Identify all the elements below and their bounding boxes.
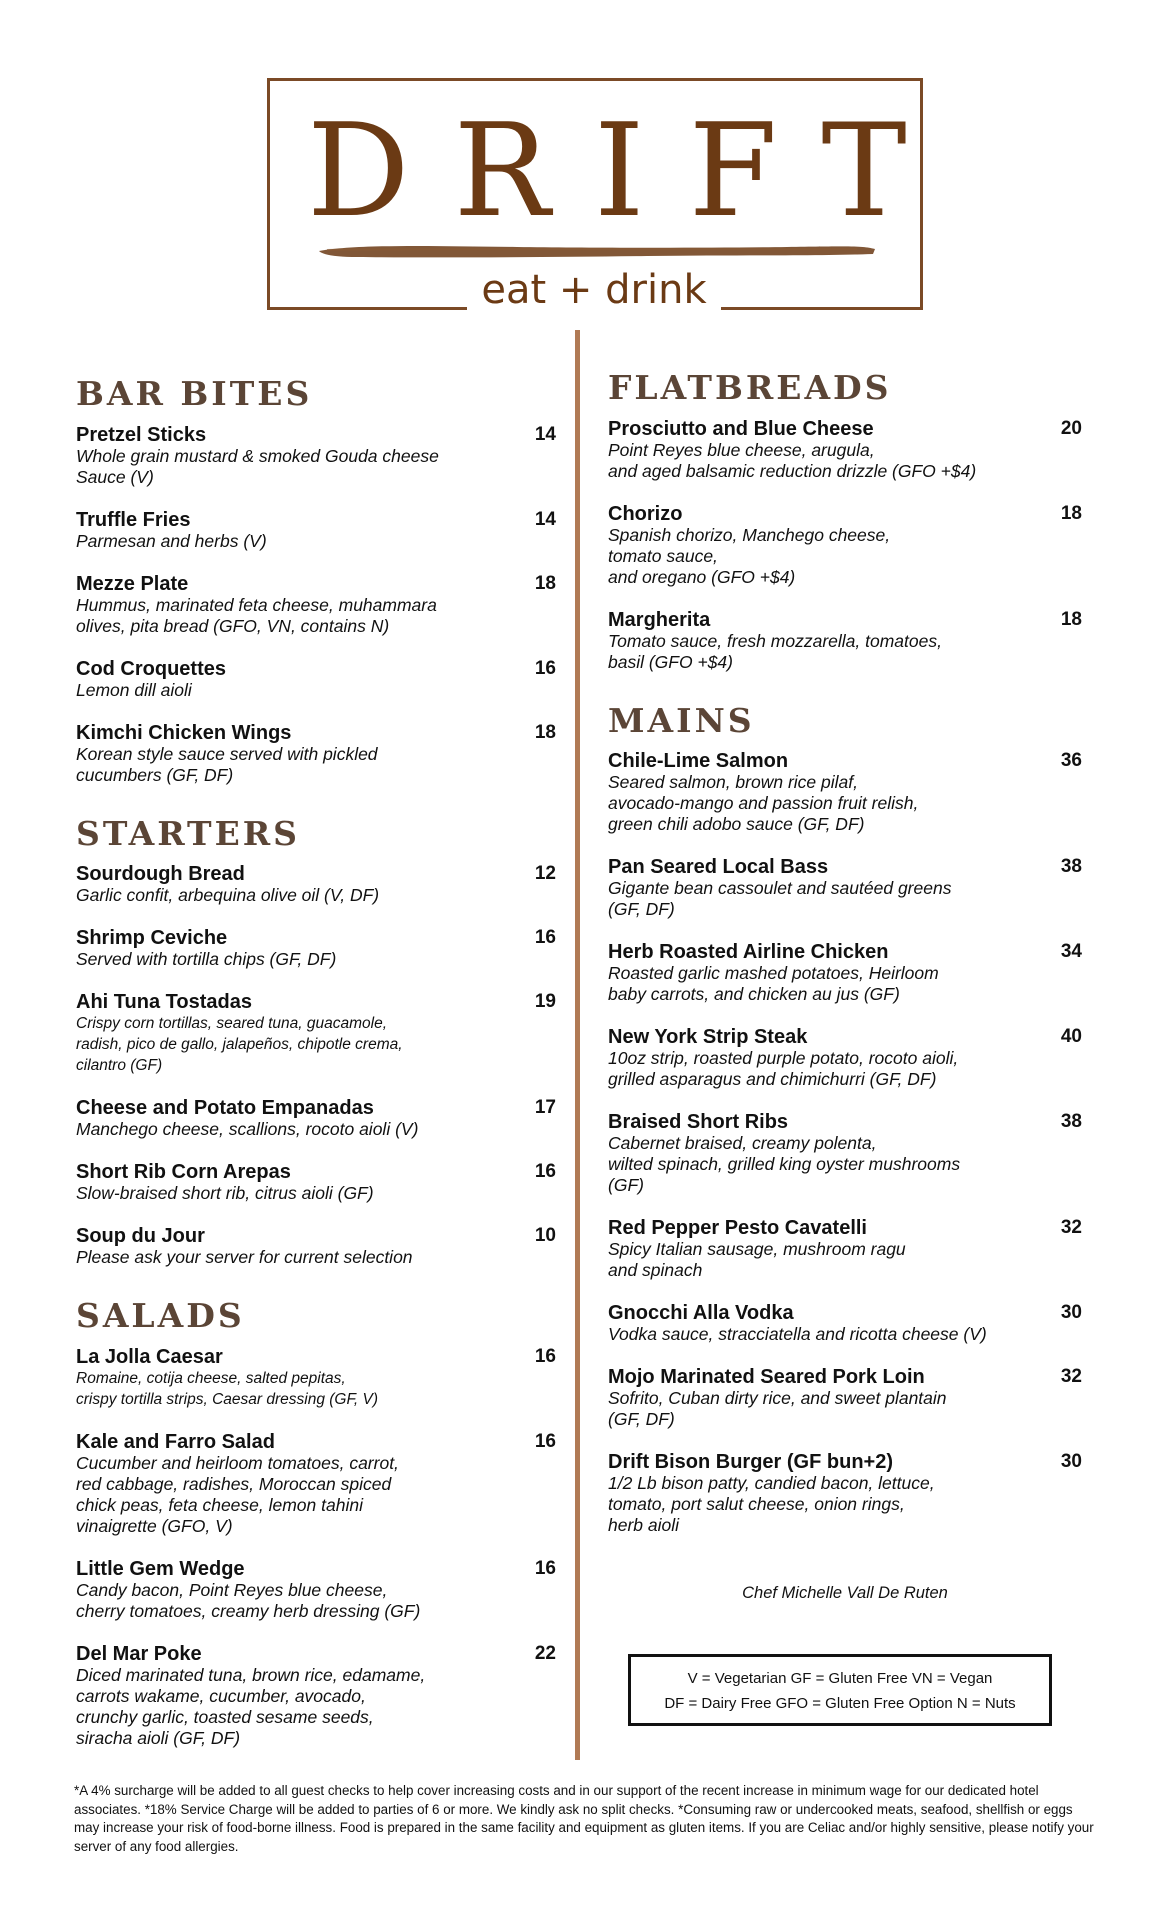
logo-tagline [267, 267, 921, 316]
menu-item [76, 424, 556, 488]
footnote: *A 4% surcharge will be added to all guest checks to help cover increasing costs and in our support of the recent increase in minimum wage for our dedicated hotel associates. *18% Service Charge will be added to parties of 6 or more. We kindly ask no split checks. *Consuming raw or undercooked meats, seafood, shellfish or eggs may increase your risk of food-borne illness. Food is prepared in the same facility and equipment as gluten items. If you are Celiac and/or highly sensitive, please notify your server of any food allergies. [74, 1783, 1094, 1854]
item-description: 10oz strip, roasted purple potato, rocoto aioli, grilled asparagus and chimichurri (GF, DF) [608, 1048, 959, 1090]
item-name: Cheese and Potato Empanadas [76, 1097, 374, 1120]
item-name: Margherita [608, 608, 711, 631]
item-name: New York Strip Steak [608, 1026, 808, 1049]
item-description: Diced marinated tuna, brown rice, edamame, carrots wakame, cucumber, avocado, crunchy garlic, toasted sesame seeds, siracha aioli (GF, DF) [76, 1664, 426, 1748]
menu-item [76, 658, 556, 701]
menu-item [76, 1558, 556, 1622]
item-description: Korean style sauce served with pickled cucumbers (GF, DF) [76, 743, 378, 785]
menu-item [76, 863, 556, 906]
brush-stroke-graphic [317, 242, 877, 260]
menu-item [76, 722, 556, 786]
legend-line: V = Vegetarian GF = Gluten Free VN = Vegan [687, 1670, 993, 1687]
item-name: Del Mar Poke [76, 1642, 202, 1665]
item-description: Parmesan and herbs (V) [76, 530, 267, 551]
item-name: Kimchi Chicken Wings [76, 721, 292, 744]
item-name: Mojo Marinated Seared Pork Loin [608, 1366, 925, 1389]
item-name: Kale and Farro Salad [76, 1430, 275, 1453]
item-name: Prosciutto and Blue Cheese [608, 417, 874, 440]
menu-item [76, 991, 556, 1076]
item-description: Manchego cheese, scallions, rocoto aioli (V) [76, 1119, 419, 1140]
menu-item [76, 1097, 556, 1140]
item-name: Ahi Tuna Tostadas [76, 991, 252, 1014]
item-price: 19 [534, 991, 556, 1013]
item-name: Soup du Jour [76, 1225, 205, 1248]
item-price: 18 [1060, 502, 1082, 524]
menu-item [76, 573, 556, 637]
item-name: Little Gem Wedge [76, 1557, 245, 1580]
item-name: Pan Seared Local Bass [608, 856, 829, 879]
item-description: Hummus, marinated feta cheese, muhammara olives, pita bread (GFO, VN, contains N) [76, 594, 437, 636]
menu-item [608, 1026, 1082, 1090]
column-divider [575, 330, 580, 1760]
menu-item [608, 1302, 1082, 1345]
section-title: FLATBREADS [608, 368, 892, 407]
section-title: STARTERS [76, 813, 300, 853]
item-name: Pretzel Sticks [76, 423, 207, 446]
item-description: Whole grain mustard & smoked Gouda cheese Sauce (V) [76, 445, 439, 487]
item-name: Herb Roasted Airline Chicken [608, 941, 889, 964]
item-price: 14 [534, 423, 556, 445]
item-description: Point Reyes blue cheese, arugula, and aged balsamic reduction drizzle (GFO +$4) [608, 439, 977, 481]
item-description: Spanish chorizo, Manchego cheese, tomato sauce, and oregano (GFO +$4) [608, 524, 891, 587]
menu-item [608, 503, 1082, 588]
menu-item [608, 1111, 1082, 1196]
chef-credit: Chef Michelle Vall De Ruten [742, 1584, 948, 1602]
item-name: Shrimp Ceviche [76, 927, 228, 950]
item-description: Tomato sauce, fresh mozzarella, tomatoes, basil (GFO +$4) [608, 630, 942, 672]
item-description: Cucumber and heirloom tomatoes, carrot, red cabbage, radishes, Moroccan spiced chick peas, feta cheese, lemon tahini vinaigrette (GFO, V) [76, 1452, 399, 1536]
item-price: 17 [534, 1097, 556, 1119]
item-price: 32 [1060, 1217, 1082, 1239]
restaurant-logo [267, 78, 951, 313]
item-price: 12 [534, 863, 556, 885]
item-price: 16 [534, 1161, 556, 1183]
item-price: 30 [1060, 1302, 1082, 1324]
item-price: 34 [1060, 941, 1082, 963]
item-price: 18 [534, 572, 556, 594]
item-price: 38 [1060, 1111, 1082, 1133]
menu-section [76, 1296, 556, 1749]
menu-section [76, 374, 556, 786]
item-description: 1/2 Lb bison patty, candied bacon, lettuce, tomato, port salut cheese, onion rings, herb aioli [608, 1473, 935, 1536]
menu-item [608, 1366, 1082, 1430]
item-price: 16 [534, 657, 556, 679]
item-name: Gnocchi Alla Vodka [608, 1302, 794, 1325]
menu-item [76, 927, 556, 970]
menu-item [608, 941, 1082, 1005]
item-name: Sourdough Bread [76, 863, 245, 886]
section-title: BAR BITES [76, 374, 313, 413]
item-name: Cod Croquettes [76, 657, 226, 680]
item-name: Chile-Lime Salmon [608, 750, 789, 773]
item-price: 20 [1060, 417, 1082, 439]
menu-item [608, 750, 1082, 835]
item-price: 18 [534, 721, 556, 743]
item-name: Truffle Fries [76, 508, 191, 531]
item-description: Candy bacon, Point Reyes blue cheese, cherry tomatoes, creamy herb dressing (GF) [76, 1579, 421, 1621]
item-description: Vodka sauce, stracciatella and ricotta cheese (V) [608, 1324, 987, 1345]
item-description: Slow-braised short rib, citrus aioli (GF) [76, 1183, 374, 1204]
menu-section [76, 814, 556, 1269]
item-price: 10 [534, 1225, 556, 1247]
section-title: SALADS [76, 1296, 245, 1336]
item-name: Short Rib Corn Arepas [76, 1161, 291, 1184]
right-column [608, 368, 1082, 1557]
menu-item [608, 856, 1082, 920]
menu-item [76, 1431, 556, 1537]
menu-item [76, 1225, 556, 1268]
item-name: Mezze Plate [76, 572, 189, 595]
item-price: 32 [1060, 1366, 1082, 1388]
item-description: Romaine, cotija cheese, salted pepitas, crispy tortilla strips, Caesar dressing (GF, V) [76, 1369, 379, 1408]
item-price: 16 [534, 1430, 556, 1452]
menu-item [76, 509, 556, 552]
item-description: Lemon dill aioli [76, 679, 192, 700]
item-price: 40 [1060, 1026, 1082, 1048]
item-description: Sofrito, Cuban dirty rice, and sweet plantain (GF, DF) [608, 1388, 947, 1430]
item-price: 38 [1060, 856, 1082, 878]
logo-wordmark: DRIFT [307, 97, 951, 246]
item-description: Roasted garlic mashed potatoes, Heirloom baby carrots, and chicken au jus (GF) [608, 963, 939, 1005]
legend-line: DF = Dairy Free GFO = Gluten Free Option N = Nuts [664, 1695, 1016, 1712]
menu-item [608, 1451, 1082, 1536]
item-price: 16 [534, 1557, 556, 1579]
tagline-text: eat + drink [467, 267, 720, 313]
menu-item [608, 1217, 1082, 1281]
item-name: Drift Bison Burger (GF bun+2) [608, 1451, 893, 1474]
item-name: La Jolla Caesar [76, 1345, 223, 1368]
menu-section [608, 701, 1082, 1537]
item-description: Crispy corn tortillas, seared tuna, guacamole, radish, pico de gallo, jalapeños, chipotle crema, cilantro (GF) [76, 1015, 403, 1075]
menu-item [76, 1346, 556, 1410]
menu-item [76, 1161, 556, 1204]
item-name: Chorizo [608, 502, 683, 525]
item-description: Seared salmon, brown rice pilaf, avocado-mango and passion fruit relish, green chili adobo sauce (GF, DF) [608, 772, 919, 835]
menu-item [608, 418, 1082, 482]
section-title: MAINS [608, 700, 755, 740]
item-name: Braised Short Ribs [608, 1111, 789, 1134]
item-price: 16 [534, 1345, 556, 1367]
item-price: 30 [1060, 1451, 1082, 1473]
menu-item [608, 609, 1082, 673]
item-description: Cabernet braised, creamy polenta, wilted spinach, grilled king oyster mushrooms (GF) [608, 1133, 961, 1196]
menu-item [76, 1643, 556, 1749]
item-price: 36 [1060, 750, 1082, 772]
item-description: Please ask your server for current selection [76, 1247, 413, 1268]
item-description: Garlic confit, arbequina olive oil (V, DF) [76, 885, 380, 906]
item-price: 14 [534, 508, 556, 530]
item-price: 18 [1060, 608, 1082, 630]
item-price: 16 [534, 927, 556, 949]
left-column [76, 374, 556, 1770]
item-name: Red Pepper Pesto Cavatelli [608, 1217, 867, 1240]
item-description: Gigante bean cassoulet and sautéed greens (GF, DF) [608, 878, 952, 920]
dietary-legend [628, 1654, 1052, 1726]
menu-section [608, 368, 1082, 673]
item-price: 22 [534, 1642, 556, 1664]
item-description: Spicy Italian sausage, mushroom ragu and spinach [608, 1239, 906, 1281]
item-description: Served with tortilla chips (GF, DF) [76, 949, 337, 970]
